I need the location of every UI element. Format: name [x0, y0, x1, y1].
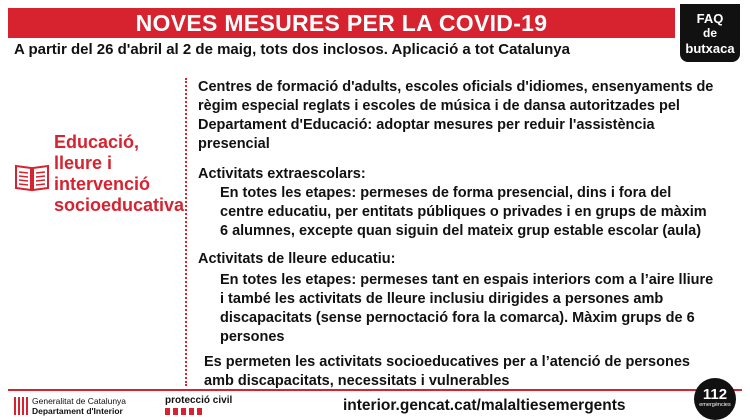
paragraph-extracurricular: En totes les etapes: permeses de forma presencial, dins i fora del centre educatiu, per entitats públiques o privades i en grups de màxim 6 alumnes, excepte quan siguin del mateix grup estable escolar (aula)	[220, 185, 707, 239]
paragraph-socioeducational: Es permeten les activitats socioeducatives per a l’atenció de persones amb discapacitats, necessitats i vulnerables	[204, 354, 690, 389]
paragraph-adult-schools: Centres de formació d'adults, escoles oficials d'idiomes, ensenyaments de règim especial reglats i escoles de música i de dansa autoritzades pel Departament d'Educació: adoptar mesures per reduir l'assistència presencial	[198, 79, 714, 152]
faq-badge-line3: butxaca	[685, 41, 735, 56]
proteccio-civil-logo	[165, 395, 245, 417]
badge-number: 112	[702, 386, 728, 403]
proteccio-stripes-icon	[165, 408, 215, 415]
faq-badge-line1: FAQ	[696, 11, 724, 26]
department-name: Departament d'Interior	[32, 406, 123, 416]
heading-extracurricular: Activitats extraescolars:	[198, 166, 366, 182]
heading-leisure: Activitats de lleure educatiu:	[198, 251, 396, 267]
generalitat-logo	[14, 395, 154, 417]
emergency-112-badge	[694, 378, 736, 420]
senyera-icon	[14, 397, 28, 415]
dotted-divider	[185, 78, 187, 386]
subtitle: A partir del 26 d'abril al 2 de maig, tots dos inclosos. Aplicació a tot Catalunya	[14, 41, 570, 58]
page-title: NOVES MESURES PER LA COVID-19	[8, 8, 675, 38]
generalitat-text	[32, 396, 126, 416]
category-title: Educació, lleure i intervenció socioeducativa	[54, 132, 185, 215]
paragraph-leisure: En totes les etapes: permeses tant en espais interiors com a l’aire lliure i també les activitats de lleure inclusiu dirigides a persones amb discapacitats (sense pernoctació fora la comarca). Màxim grups de 6 persones	[220, 272, 714, 345]
faq-badge	[680, 4, 740, 62]
faq-badge-line2: de	[702, 26, 717, 40]
open-book-icon	[14, 162, 50, 192]
website-link[interactable]: interior.gencat.cat/malaltiesemergents	[343, 397, 626, 414]
proteccio-civil-label: protecció civil	[165, 395, 233, 406]
category-section	[14, 132, 184, 232]
generalitat-name: Generalitat de Catalunya	[32, 396, 127, 406]
badge-subtitle: emergències	[699, 402, 731, 408]
footer-divider	[8, 389, 742, 391]
